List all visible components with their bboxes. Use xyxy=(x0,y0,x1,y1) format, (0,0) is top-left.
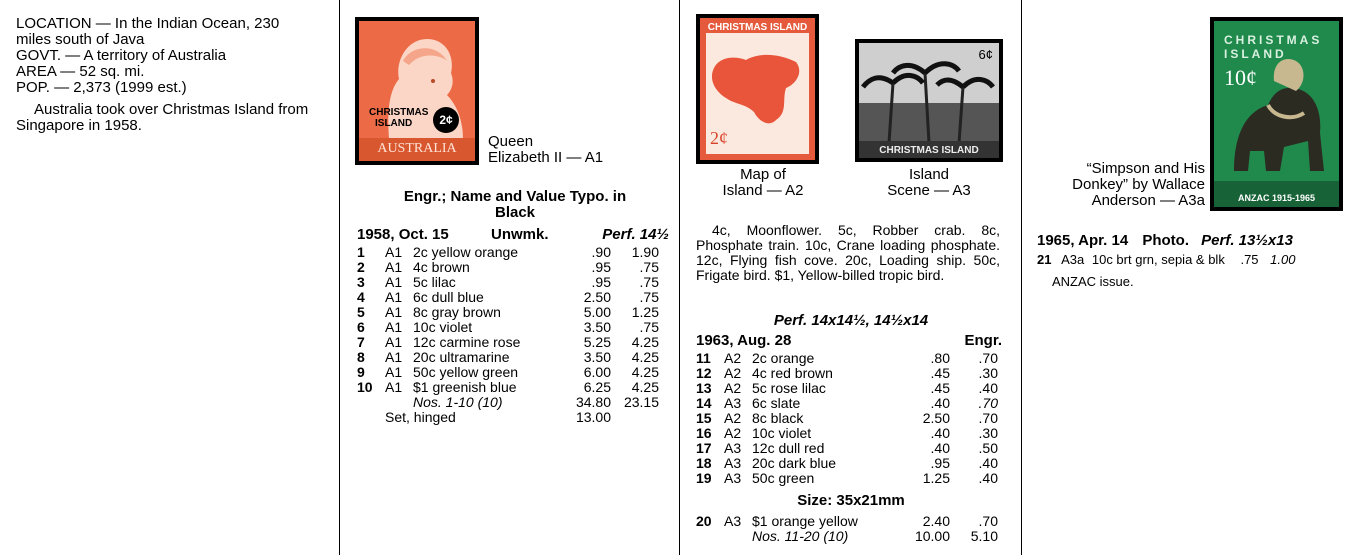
stamp-country-label: CHRISTMAS ISLAND xyxy=(1224,33,1323,61)
stamp-value-label: 6¢ xyxy=(978,47,993,62)
scene-stamp-caption: Island Scene — A3 xyxy=(887,166,971,199)
table-row: 6 A1 10c violet 3.50 .75 xyxy=(357,319,659,335)
table-row: 16 A2 10c violet .40 .30 xyxy=(696,425,998,441)
table-row: 17 A3 12c dull red .40 .50 xyxy=(696,440,998,456)
stamp-value-label: 2¢ xyxy=(710,128,728,148)
anzac-stamp-image xyxy=(1210,17,1343,211)
pop-line: POP. — 2,373 (1999 est.) xyxy=(16,79,187,96)
stamp-banner-label: ANZAC 1915-1965 xyxy=(1237,193,1316,203)
designs-paragraph: 4c, Moonflower. 5c, Robber crab. 8c, Phosphate train. 10c, Crane loading phosphate. 12c, Flying fish cove. 20c, Loading ship. 50c, Frigate bird. $1, Yellow-billed tropic bird. xyxy=(696,222,1000,283)
table-row: 14 A3 6c slate .40 .70 xyxy=(696,395,998,411)
stamp-country-label: CHRISTMAS ISLAND xyxy=(369,107,429,129)
table-row: 4 A1 6c dull blue 2.50 .75 xyxy=(357,289,659,305)
table-row: 8 A1 20c ultramarine 3.50 4.25 xyxy=(357,349,659,365)
table-row: 7 A1 12c carmine rose 5.25 4.25 xyxy=(357,334,659,350)
table-row: 19 A3 50c green 1.25 .40 xyxy=(696,470,998,486)
set-heading: Engr.; Name and Value Typo. in Black xyxy=(403,188,627,221)
stamp-value-label: 10¢ xyxy=(1224,65,1257,90)
stamp-list-1963-size xyxy=(696,514,998,544)
map-stamp-caption: Map of Island — A2 xyxy=(722,166,804,199)
table-row: 18 A3 20c dark blue .95 .40 xyxy=(696,455,998,471)
stamp-country-label: CHRISTMAS ISLAND xyxy=(879,145,979,156)
table-row: 11 A2 2c orange .80 .70 xyxy=(696,350,998,366)
set-1958-column xyxy=(340,0,678,555)
table-row: 5 A1 8c gray brown 5.00 1.25 xyxy=(357,304,659,320)
set-1965-column xyxy=(1022,0,1360,555)
map-of-island-stamp-image xyxy=(696,14,819,164)
govt-line: GOVT. — A territory of Australia xyxy=(16,47,227,64)
table-row: 13 A2 5c rose lilac .45 .40 xyxy=(696,380,998,396)
table-row: 21 A3a 10c brt grn, sepia & blk .75 1.00 xyxy=(1037,252,1296,267)
table-row: 12 A2 4c red brown .45 .30 xyxy=(696,365,998,381)
area-line: AREA — 52 sq. mi. xyxy=(16,63,145,80)
issue-line: 1958, Oct. 15 Unwmk. Perf. 14½ xyxy=(357,226,669,243)
location-line: LOCATION — In the Indian Ocean, 230 xyxy=(16,15,280,32)
stamp-caption: “Simpson and His Donkey” by Wallace Anderson — A3a xyxy=(1072,160,1205,209)
issue-line: 1965, Apr. 14 Photo. Perf. 13½x13 xyxy=(1037,232,1293,249)
queen-elizabeth-stamp-image xyxy=(355,17,479,165)
table-row: 1 A1 2c yellow orange .90 1.90 xyxy=(357,244,659,260)
table-row: 2 A1 4c brown .95 .75 xyxy=(357,259,659,275)
stamp-value-circle: 2¢ xyxy=(433,107,459,133)
history-paragraph: Australia took over Christmas Island from Singapore in 1958. xyxy=(16,101,309,134)
stamp-banner-label: AUSTRALIA xyxy=(377,141,457,156)
set-1963-column xyxy=(680,0,1020,555)
queen-portrait-icon xyxy=(359,21,475,161)
issue-line: 1963, Aug. 28 Engr. xyxy=(696,332,1002,349)
totals-row: Nos. 1-10 (10) 34.80 23.15 xyxy=(413,394,659,410)
intro-column xyxy=(0,0,338,555)
issue-note: ANZAC issue. xyxy=(1052,274,1134,289)
perf-heading: Perf. 14x14½, 14½x14 xyxy=(773,312,929,329)
table-row: 15 A2 8c black 2.50 .70 xyxy=(696,410,998,426)
stamp-list-1958 xyxy=(357,245,659,425)
island-scene-stamp-image xyxy=(855,39,1003,162)
table-row: 10 A1 $1 greenish blue 6.25 4.25 xyxy=(357,379,659,395)
totals-row: Nos. 11-20 (10) 10.00 5.10 xyxy=(752,528,998,544)
stamp-country-label: CHRISTMAS ISLAND xyxy=(700,22,815,33)
size-heading: Size: 35x21mm xyxy=(797,492,905,509)
stamp-list-1963 xyxy=(696,351,998,486)
island-map-icon xyxy=(700,38,815,138)
table-row: 20 A3 $1 orange yellow 2.40 .70 xyxy=(696,513,998,529)
table-row: 3 A1 5c lilac .95 .75 xyxy=(357,274,659,290)
hinged-row: Set, hinged 13.00 xyxy=(385,409,611,425)
table-row: 9 A1 50c yellow green 6.00 4.25 xyxy=(357,364,659,380)
stamp-caption: Queen Elizabeth II — A1 xyxy=(488,133,604,166)
location-line-cont: miles south of Java xyxy=(16,31,145,48)
